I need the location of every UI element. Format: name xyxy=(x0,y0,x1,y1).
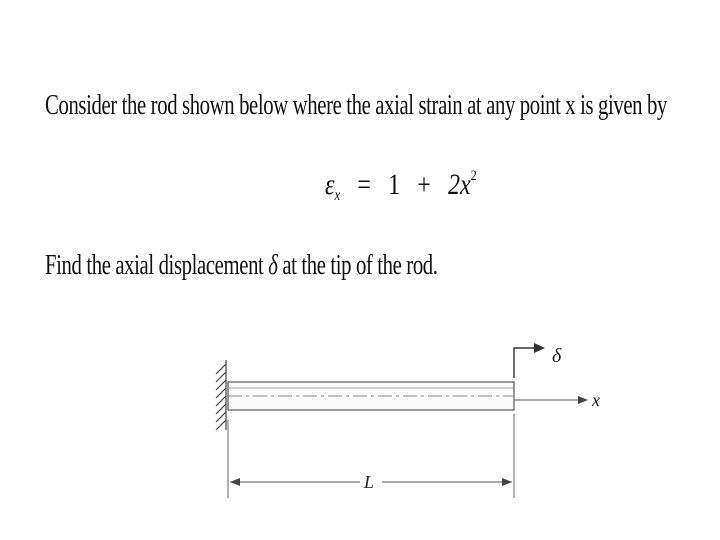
tip-delta-label: δ xyxy=(552,345,562,367)
equals-sign: = xyxy=(357,168,371,201)
x-axis-label: x xyxy=(592,390,600,410)
task-text-before: Find the axial displacement xyxy=(45,250,269,281)
problem-intro-text: Consider the rod shown below where the axial strain at any point x is given by xyxy=(45,90,667,121)
length-label: L xyxy=(364,472,375,492)
strain-subscript: x xyxy=(334,187,341,204)
term-two-exponent: 2 xyxy=(470,168,477,184)
term-one: 1 xyxy=(388,168,401,201)
delta-symbol: δ xyxy=(268,250,278,281)
task-text-after: at the tip of the rod. xyxy=(277,250,438,281)
fixed-wall-support xyxy=(216,360,226,430)
strain-symbol: ε xyxy=(325,168,335,201)
tip-arrowhead xyxy=(534,343,545,353)
rod-diagram xyxy=(200,330,640,510)
dimension-arrowhead-right xyxy=(502,478,512,486)
dimension-arrowhead-left xyxy=(230,478,240,486)
x-axis-arrowhead xyxy=(578,396,588,404)
problem-task-text xyxy=(45,250,438,282)
strain-equation xyxy=(325,168,477,202)
plus-sign: + xyxy=(417,168,431,201)
tip-displacement-arrow xyxy=(514,348,536,378)
term-two: 2x xyxy=(448,168,471,201)
